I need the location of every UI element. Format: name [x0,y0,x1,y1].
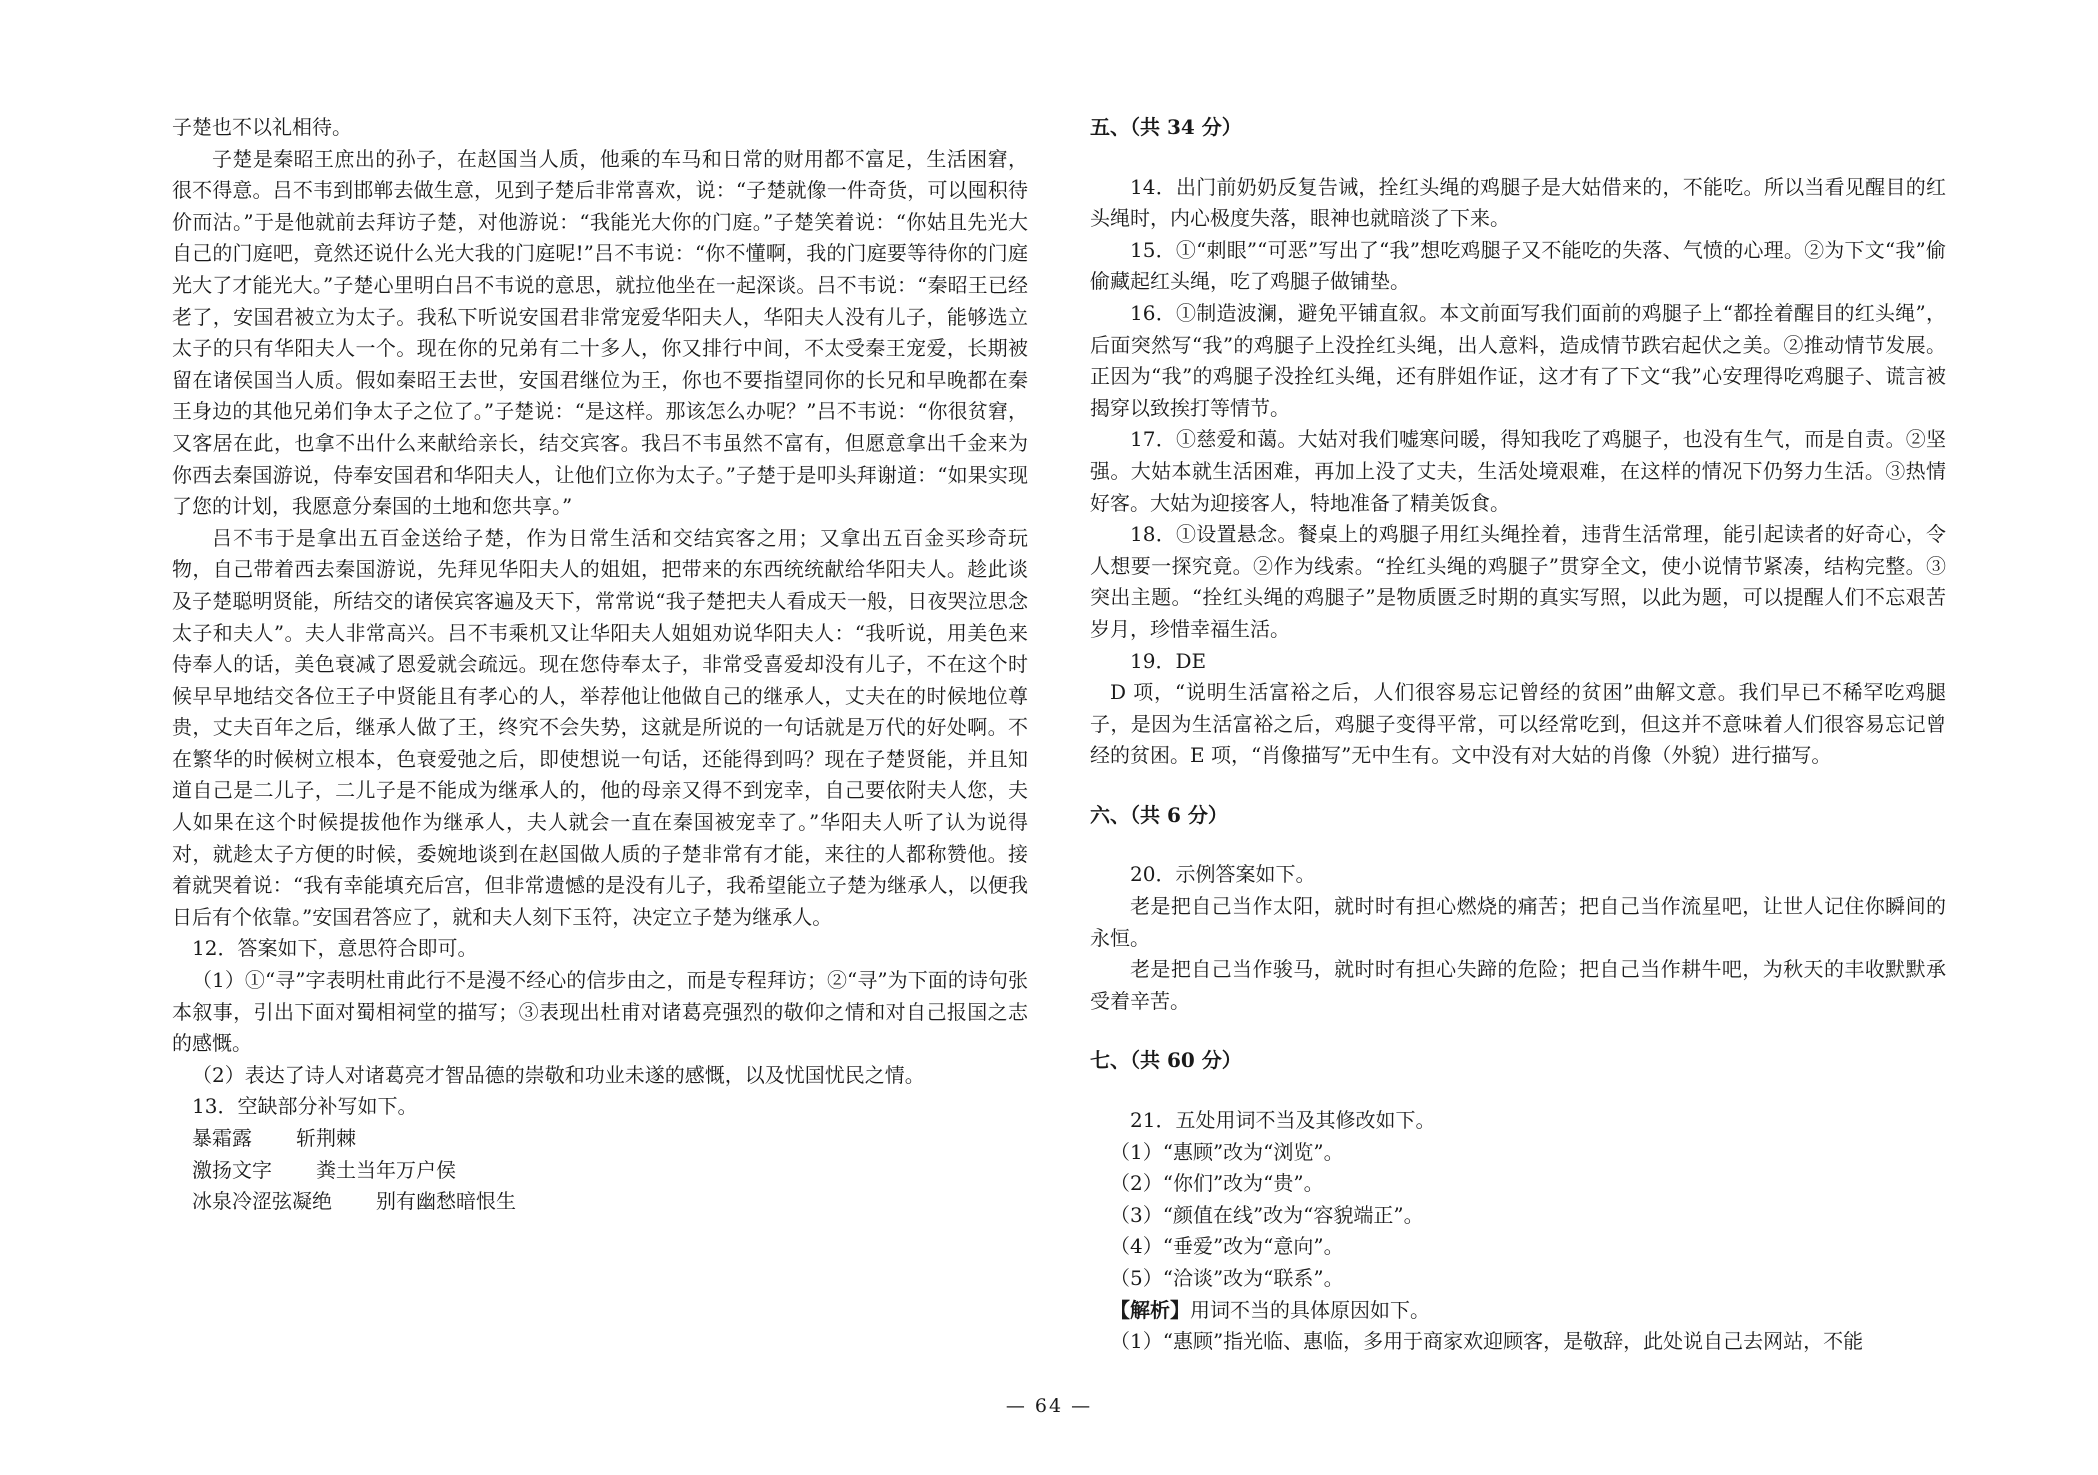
question-13-title: 13．空缺部分补写如下。 [192,1094,418,1119]
question-21: 21．五处用词不当及其修改如下。 [1130,1108,1436,1133]
answer-fill: 暴霜露 [192,1126,252,1150]
question-19-explanation: D 项，“说明生活富裕之后，人们很容易忘记曾经的贫困”曲解文意。我们早已不稀罕吃鸡腿子，是因为生活富裕之后，鸡腿子变得平常，可以经常吃到，但这并不意味着人们很容易忘记曾经的贫困。E 项，“肖像描写”无中生有。文中没有对大姑的肖像（外貌）进行描写。 [1090,680,1946,768]
analysis-tag: 【解析】 [1110,1297,1190,1322]
paragraph: 子楚也不以礼相待。 [172,115,352,139]
question-20-answer-2: 老是把自己当作骏马，就时时有担心失蹄的危险；把自己当作耕牛吧，为秋天的丰收默默承受着辛苦。 [1090,957,1946,1013]
analysis-line [1090,1295,1946,1327]
spacer [1090,831,1946,859]
answer-fill: 别有幽愁暗恨生 [376,1189,516,1214]
answer-fill: 粪土当年万户侯 [316,1157,456,1182]
question-12-answer-1: （1）①“寻”字表明杜甫此行不是漫不经心的信步由之，而是专程拜访；②“寻”为下面的诗句张本叙事，引出下面对蜀相祠堂的描写；③表现出杜甫对诸葛亮强烈的敬仰之情和对自己报国之志的感慨。 [172,968,1028,1056]
question-13-line [172,1123,1028,1155]
question-14: 14．出门前奶奶反复告诫，拴红头绳的鸡腿子是大姑借来的，不能吃。所以当看见醒目的红头绳时，内心极度失落，眼神也就暗淡了下来。 [1090,174,1946,231]
analysis-text: 用词不当的具体原因如下。 [1190,1297,1430,1322]
answer-fill: 激扬文字 [192,1157,272,1182]
answer-fill: 冰泉冷涩弦凝绝 [192,1189,332,1214]
answer-fill: 斩荆棘 [296,1126,356,1150]
question-20: 20．示例答案如下。 [1130,862,1316,887]
question-18: 18．①设置悬念。餐桌上的鸡腿子用红头绳拴着，违背生活常理，能引起读者的好奇心，令人想要一探究竟。②作为线索。“拴红头绳的鸡腿子”贯穿全文，使小说情节紧凑，结构完整。③突出主题。“拴红头绳的鸡腿子”是物质匮乏时期的真实写照，以此为题，可以提醒人们不忘艰苦岁月，珍惜幸福生活。 [1090,522,1946,641]
spacer [1090,1077,1946,1105]
question-20-answer-1: 老是把自己当作太阳，就时时有担心燃烧的痛苦；把自己当作流星吧，让世人记住你瞬间的永恒。 [1090,894,1946,950]
section-5-heading: 五、（共 34 分） [1090,115,1242,139]
paragraph: 子楚是秦昭王庶出的孙子，在赵国当人质，他乘的车马和日常的财用都不富足，生活困窘，很不得意。吕不韦到邯郸去做生意，见到子楚后非常喜欢，说：“子楚就像一件奇货，可以囤积待价而沽。”于是他就前去拜访子楚，对他游说：“我能光大你的门庭。”子楚笑着说：“你姑且先光大自己的门庭吧，竟然还说什么光大我的门庭呢!”吕不韦说：“你不懂啊，我的门庭要等待你的门庭光大了才能光大。”子楚心里明白吕不韦说的意思，就拉他坐在一起深谈。吕不韦说：“秦昭王已经老了，安国君被立为太子。我私下听说安国君非常宠爱华阳夫人，华阳夫人没有儿子，能够选立太子的只有华阳夫人一个。现在你的兄弟有二十多人，你又排行中间，不太受秦王宠爱，长期被留在诸侯国当人质。假如秦昭王去世，安国君继位为王，你也不要指望同你的长兄和早晚都在秦王身边的其他兄弟们争太子之位了。”子楚说：“是这样。那该怎么办呢？”吕不韦说：“你很贫窘，又客居在此，也拿不出什么来献给亲长，结交宾客。我吕不韦虽然不富有，但愿意拿出千金来为你西去秦国游说，侍奉安国君和华阳夫人，让他们立你为太子。”子楚于是叩头拜谢道：“如果实现了您的计划，我愿意分秦国的土地和您共享。” [172,146,1028,519]
question-12-answer-2: （2）表达了诗人对诸葛亮才智品德的崇敬和功业未遂的感慨，以及忧国忧民之情。 [192,1062,925,1087]
right-column [1090,112,1946,1358]
left-column [172,112,1028,1218]
question-16: 16．①制造波澜，避免平铺直叙。本文前面写我们面前的鸡腿子上“都拴着醒目的红头绳”，后面突然写“我”的鸡腿子上没拴红头绳，出人意料，造成情节跌宕起伏之美。②推动情节发展。正因为“我”的鸡腿子没拴红头绳，还有胖姐作证，这才有了下文“我”心安理得吃鸡腿子、谎言被揭穿以致挨打等情节。 [1090,300,1946,420]
question-21-item-2: （2）“你们”改为“贵”。 [1110,1171,1324,1196]
question-17: 17．①慈爱和蔼。大姑对我们嘘寒问暖，得知我吃了鸡腿子，也没有生气，而是自责。②坚强。大姑本就生活困难，再加上没了丈夫，生活处境艰难，在这样的情况下仍努力生活。③热情好客。大姑为迎接客人，特地准备了精美饭食。 [1090,427,1946,515]
spacer [1090,1017,1946,1045]
question-12-title: 12．答案如下，意思符合即可。 [192,936,478,961]
question-21-item-4: （4）“垂爱”改为“意向”。 [1110,1234,1344,1259]
question-13-line [172,1186,1028,1218]
question-21-item-5: （5）“洽谈”改为“联系”。 [1110,1266,1344,1290]
analysis-item-1: （1）“惠顾”指光临、惠临，多用于商家欢迎顾客，是敬辞，此处说自己去网站，不能 [1110,1329,1864,1354]
question-21-item-1: （1）“惠顾”改为“浏览”。 [1110,1139,1344,1164]
question-13-line [172,1155,1028,1187]
page-number: — 64 — [1005,1395,1093,1417]
section-6-heading: 六、（共 6 分） [1090,802,1228,827]
question-19: 19．DE [1130,648,1207,673]
paragraph: 吕不韦于是拿出五百金送给子楚，作为日常生活和交结宾客之用；又拿出五百金买珍奇玩物，自己带着西去秦国游说，先拜见华阳夫人的姐姐，把带来的东西统统献给华阳夫人。趁此谈及子楚聪明贤能，所结交的诸侯宾客遍及天下，常常说“我子楚把夫人看成天一般，日夜哭泣思念太子和夫人”。夫人非常高兴。吕不韦乘机又让华阳夫人姐姐劝说华阳夫人：“我听说，用美色来侍奉人的话，美色衰减了恩爱就会疏远。现在您侍奉太子，非常受喜爱却没有儿子，不在这个时候早早地结交各位王子中贤能且有孝心的人，举荐他让他做自己的继承人，丈夫在的时候地位尊贵，丈夫百年之后，继承人做了王，终究不会失势，这就是所说的一句话就是万代的好处啊。不在繁华的时候树立根本，色衰爱弛之后，即使想说一句话，还能得到吗？现在子楚贤能，并且知道自己是二儿子，二儿子是不能成为继承人的，他的母亲又得不到宠幸，自己要依附夫人您，夫人如果在这个时候提拔他作为继承人，夫人就会一直在秦国被宠幸了。”华阳夫人听了认为说得对，就趁太子方便的时候，委婉地谈到在赵国做人质的子楚非常有才能，来往的人都称赞他。接着就哭着说：“我有幸能填充后宫，但非常遗憾的是没有儿子，我希望能立子楚为继承人，以便我日后有个依靠。”安国君答应了，就和夫人刻下玉符，决定立子楚为继承人。 [172,525,1028,929]
spacer [1090,772,1946,800]
section-7-heading: 七、（共 60 分） [1090,1048,1242,1073]
question-15: 15．①“刺眼”“可恶”写出了“我”想吃鸡腿子又不能吃的失落、气愤的心理。②为下文“我”偷偷藏起红头绳，吃了鸡腿子做铺垫。 [1090,237,1946,294]
spacer [1090,144,1946,172]
question-21-item-3: （3）“颜值在线”改为“容貌端正”。 [1110,1202,1424,1227]
